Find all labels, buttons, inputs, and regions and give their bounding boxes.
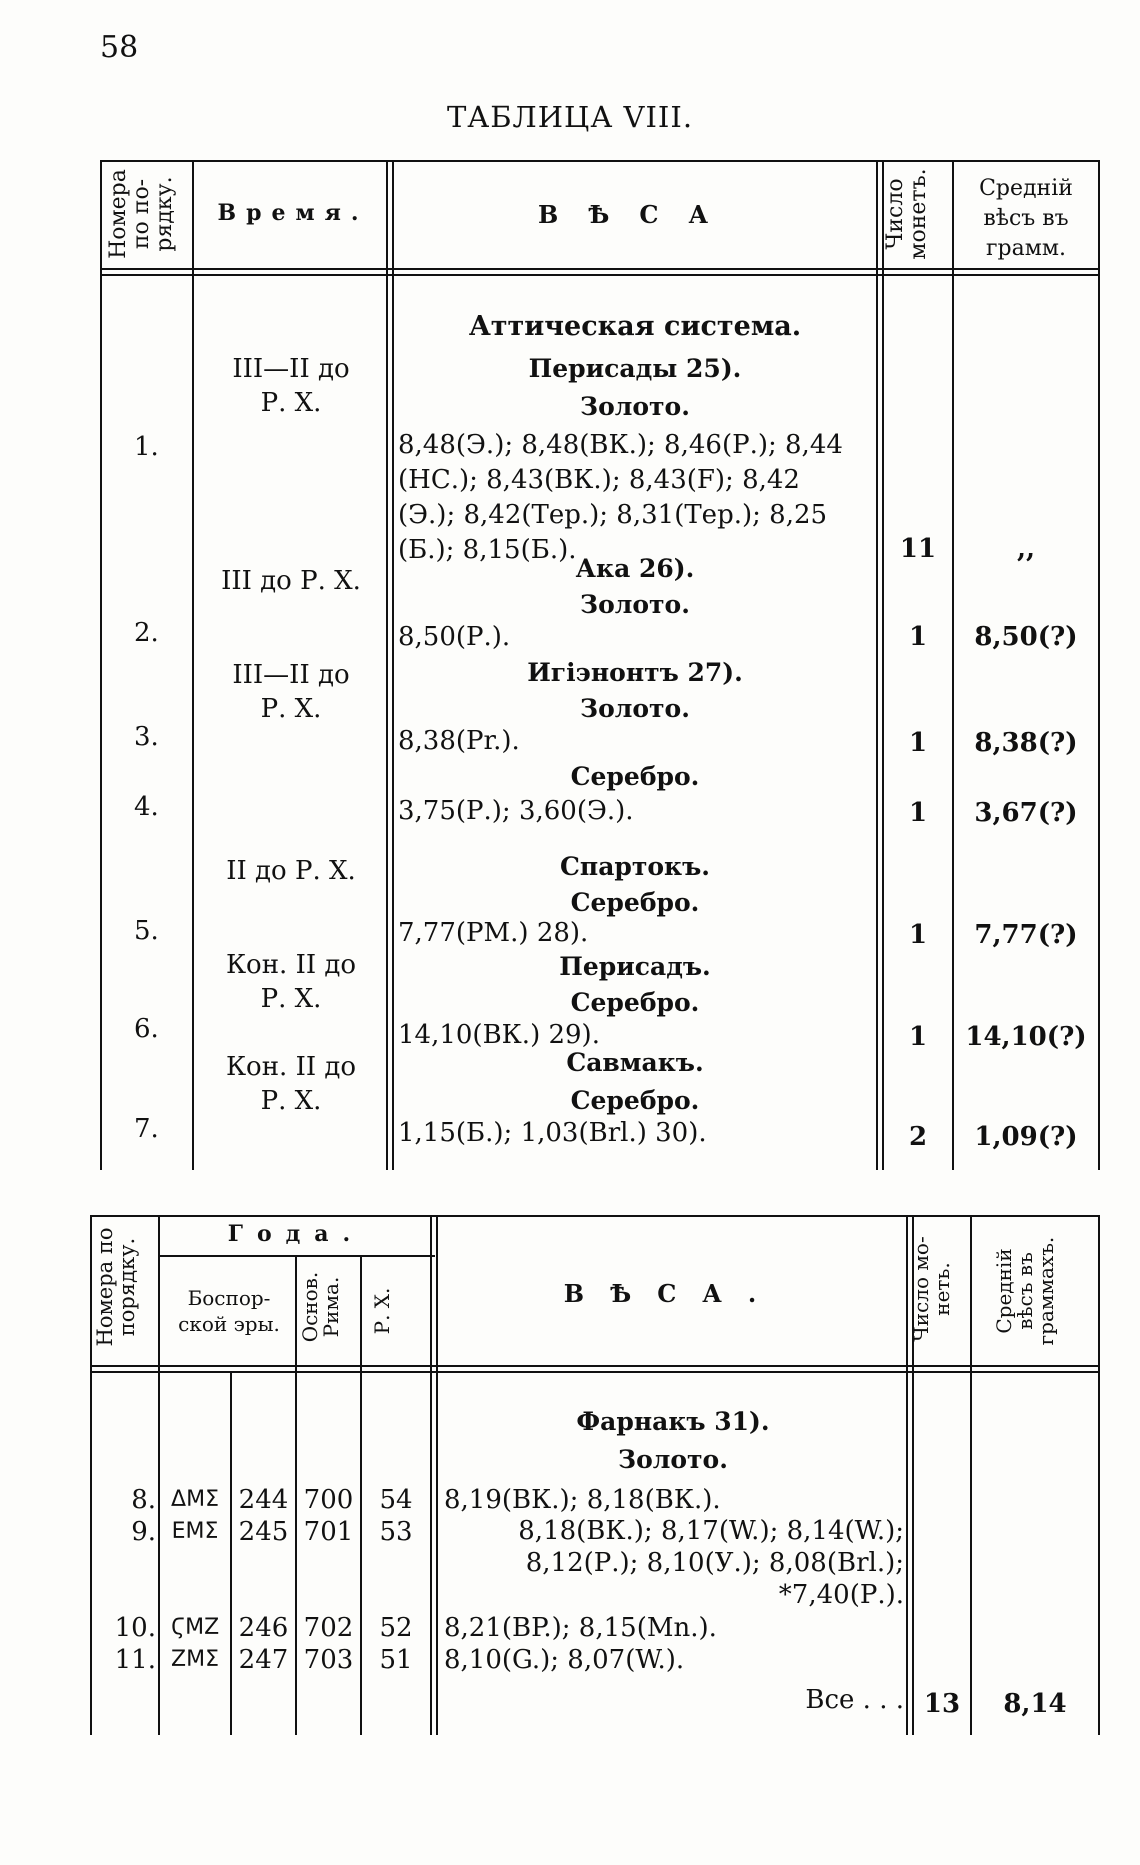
- row-11-rome-year: 703: [303, 1645, 354, 1675]
- row-8-ad-year: 54: [379, 1485, 413, 1515]
- row-1-ruler: Перисады 25).: [528, 354, 742, 383]
- metal-heading: Золото.: [618, 1445, 728, 1474]
- row-10-bosporan-year: 246: [238, 1613, 289, 1643]
- row-2-average: 8,50(?): [974, 622, 1078, 652]
- header-weights: ВѢСА: [537, 200, 739, 229]
- table-title: ТАБЛИЦА VIII.: [446, 100, 694, 134]
- row-2-weights: 8,50(Р.).: [398, 622, 511, 652]
- table-top-rule: [100, 160, 1100, 162]
- row-1-metal: Золото.: [580, 392, 690, 421]
- row-1-weights: 8,48(Э.); 8,48(ВК.); 8,46(Р.); 8,44 (НС.); 8,43(ВК.); 8,43(F); 8,42 (Э.); 8,42(Тер.); 8,31(Тер.); 8,25 (Б.); 8,15(Б.).: [398, 430, 843, 565]
- header-time: Время.: [217, 200, 369, 226]
- row-10-greek-date: ϚΜΖ: [170, 1615, 220, 1640]
- row-2-time: III до Р. Х.: [221, 566, 361, 596]
- col-rule: [876, 160, 878, 1170]
- header-ad: Р. Х.: [370, 1287, 394, 1335]
- col-rule: [906, 1215, 908, 1735]
- row-7-metal: Серебро.: [570, 1086, 700, 1115]
- row-5-metal: Серебро.: [570, 888, 700, 917]
- total-count: 13: [923, 1689, 961, 1719]
- row-4-average: 3,67(?): [974, 798, 1078, 828]
- row-11-ad-year: 51: [379, 1645, 413, 1675]
- row-6-weights: 14,10(ВК.) 29).: [398, 1020, 600, 1050]
- row-1-average: ,,: [1016, 534, 1036, 564]
- col-rule: [192, 160, 194, 1170]
- row-6-metal: Серебро.: [570, 988, 700, 1017]
- row-7-ruler: Савмакъ.: [566, 1048, 704, 1077]
- row-3-metal: Золото.: [580, 694, 690, 723]
- header-rule: [90, 1365, 1100, 1367]
- row-3-number: 3.: [134, 722, 159, 752]
- header-founding-of-rome: Основ. Рима.: [298, 1271, 343, 1343]
- table-viii: [100, 160, 1100, 1170]
- row-5-average: 7,77(?): [974, 920, 1078, 950]
- row-5-number: 5.: [134, 916, 159, 946]
- row-3-weights: 8,38(Pr.).: [398, 726, 520, 756]
- row-6-average: 14,10(?): [965, 1022, 1087, 1052]
- total-label: Все . . .: [805, 1685, 904, 1715]
- page-number: 58: [100, 30, 139, 65]
- row-2-ruler: Ака 26).: [575, 554, 695, 583]
- header-rule-double: [90, 1371, 1100, 1373]
- row-8-number: 8.: [131, 1485, 156, 1515]
- row-8-greek-date: ΔΜΣ: [171, 1487, 219, 1512]
- row-8-weights: 8,19(ВК.); 8,18(ВК.).: [444, 1485, 721, 1515]
- row-8-bosporan-year: 244: [238, 1485, 289, 1515]
- row-5-time: II до Р. Х.: [226, 856, 356, 886]
- years-subrule: [160, 1255, 435, 1257]
- row-11-greek-date: ΖΜΣ: [171, 1647, 219, 1672]
- row-1-number: 1.: [134, 432, 159, 462]
- header-number: Номера по по- рядку.: [106, 169, 178, 259]
- col-rule: [430, 1215, 432, 1735]
- row-2-count: 1: [908, 622, 928, 652]
- row-2-metal: Золото.: [580, 590, 690, 619]
- pharnaces-table: [90, 1215, 1100, 1735]
- header-average-weight: Среднiй вѣсъ въ граммахъ.: [992, 1236, 1058, 1346]
- col-rule: [1098, 160, 1100, 1170]
- col-rule: [882, 160, 884, 1170]
- row-5-ruler: Спартокъ.: [560, 852, 710, 881]
- row-3-count: 1: [908, 728, 928, 758]
- col-rule: [100, 160, 102, 1170]
- row-6-number: 6.: [134, 1014, 159, 1044]
- header-years: Года.: [227, 1221, 365, 1247]
- col-rule: [436, 1215, 438, 1735]
- header-weights: ВѢСА.: [563, 1279, 783, 1308]
- row-10-rome-year: 702: [303, 1613, 354, 1643]
- row-2-number: 2.: [134, 618, 159, 648]
- row-4-number: 4.: [134, 792, 159, 822]
- row-6-count: 1: [908, 1022, 928, 1052]
- row-1-time: III—II до Р. Х.: [232, 354, 350, 418]
- row-4-count: 1: [908, 798, 928, 828]
- row-3-ruler: Игiэнонтъ 27).: [527, 658, 743, 687]
- row-9-number: 9.: [131, 1517, 156, 1547]
- row-10-weights: 8,21(BP.); 8,15(Mn.).: [444, 1613, 717, 1643]
- header-rule: [100, 268, 1100, 270]
- row-6-ruler: Перисадъ.: [559, 952, 711, 981]
- row-7-number: 7.: [134, 1114, 159, 1144]
- row-9-bosporan-year: 245: [238, 1517, 289, 1547]
- row-11-number: 11.: [114, 1645, 156, 1675]
- header-average-weight: Среднiй вѣсъ въ грамм.: [979, 176, 1073, 261]
- header-bosporan-era: Боспор- ской эры.: [178, 1286, 280, 1336]
- row-7-time: Кон. II до Р. Х.: [225, 1052, 357, 1116]
- row-6-time: Кон. II до Р. Х.: [225, 950, 357, 1014]
- col-rule: [1098, 1215, 1100, 1735]
- col-rule: [230, 1371, 232, 1735]
- row-7-count: 2: [908, 1122, 928, 1152]
- row-9-ad-year: 53: [379, 1517, 413, 1547]
- row-9-greek-date: ΕΜΣ: [171, 1519, 219, 1544]
- row-1-count: 11: [899, 534, 937, 564]
- row-3-time: III—II до Р. Х.: [232, 660, 350, 724]
- row-5-count: 1: [908, 920, 928, 950]
- row-4-weights: 3,75(Р.); 3,60(Э.).: [398, 796, 634, 826]
- system-heading: Аттическая система.: [468, 311, 802, 342]
- col-rule: [386, 160, 388, 1170]
- row-4-metal: Серебро.: [570, 762, 700, 791]
- total-average: 8,14: [1003, 1689, 1067, 1719]
- row-9-weights: 8,18(ВК.); 8,17(W.); 8,14(W.); 8,12(Р.); 8,10(У.); 8,08(Brl.); *7,40(Р.).: [518, 1516, 904, 1610]
- header-number: Номера по порядку.: [93, 1227, 140, 1347]
- col-rule: [952, 160, 954, 1170]
- ruler-heading: Фарнакъ 31).: [576, 1407, 770, 1436]
- row-11-bosporan-year: 247: [238, 1645, 289, 1675]
- col-rule: [970, 1215, 972, 1735]
- row-5-weights: 7,77(РМ.) 28).: [398, 918, 589, 948]
- row-7-average: 1,09(?): [974, 1122, 1078, 1152]
- table-top-rule: [90, 1215, 1100, 1217]
- header-rule-double: [100, 274, 1100, 276]
- row-11-weights: 8,10(G.); 8,07(W.).: [444, 1645, 685, 1675]
- row-7-weights: 1,15(Б.); 1,03(Brl.) 30).: [398, 1118, 707, 1148]
- row-9-rome-year: 701: [303, 1517, 354, 1547]
- row-3-average: 8,38(?): [974, 728, 1078, 758]
- row-8-rome-year: 700: [303, 1485, 354, 1515]
- col-rule: [90, 1215, 92, 1735]
- row-10-ad-year: 52: [379, 1613, 413, 1643]
- row-10-number: 10.: [114, 1613, 156, 1643]
- header-coin-count: Число мо- неть.: [909, 1236, 954, 1342]
- header-coin-count: Число монетъ.: [883, 168, 932, 260]
